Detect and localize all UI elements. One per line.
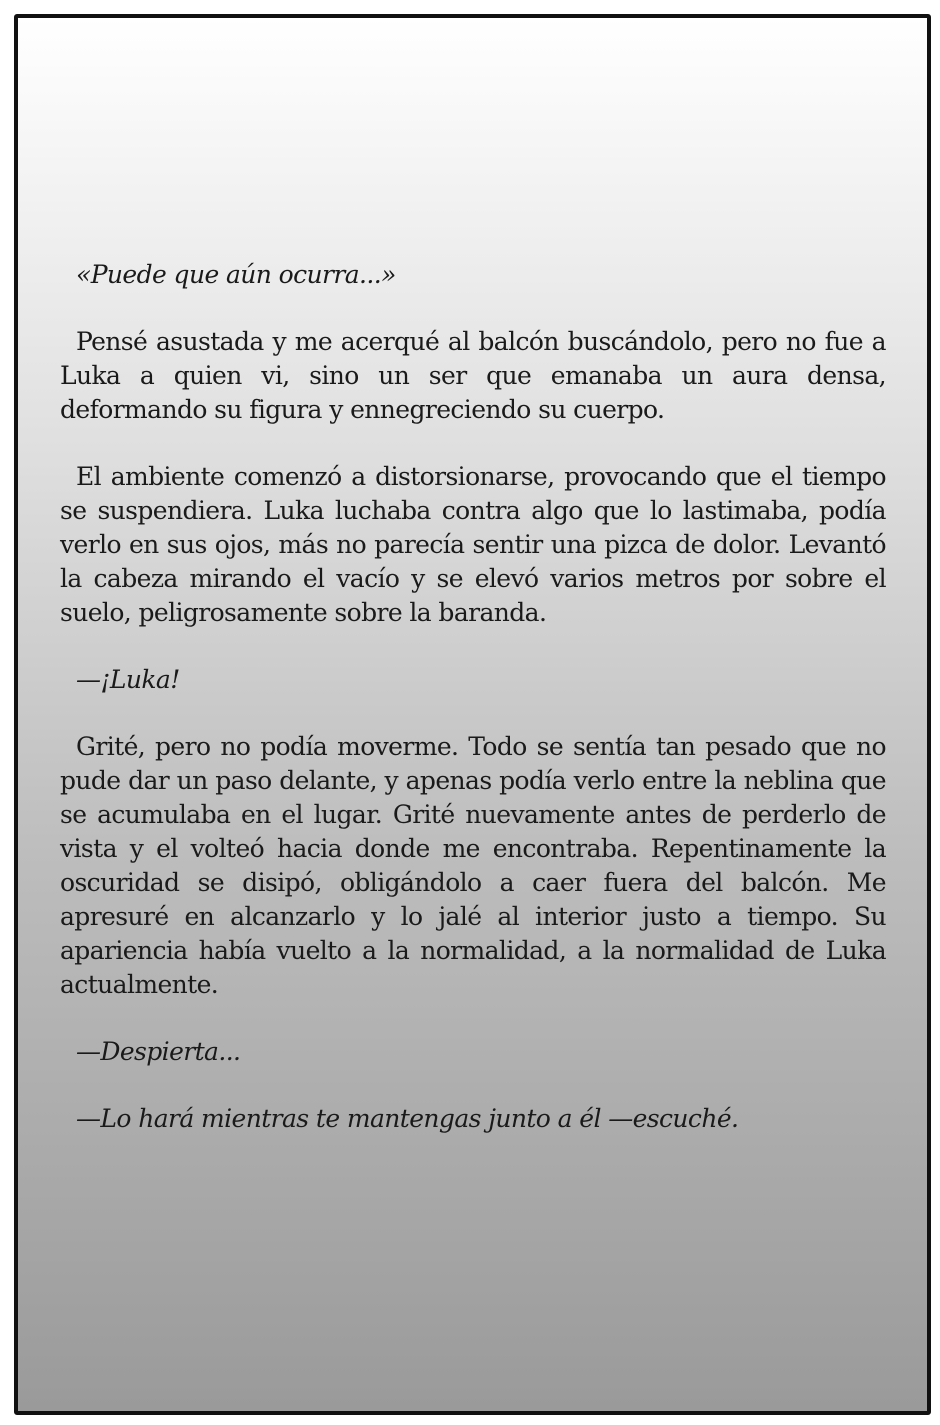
thought-line: «Puede que aún ocurra...» xyxy=(76,260,396,289)
dialogue-line: —Lo hará mientras te mantengas junto a él —escuché. xyxy=(76,1104,739,1133)
dialogue-line: —Despierta... xyxy=(76,1037,241,1066)
dialogue-line: —¡Luka! xyxy=(76,665,180,694)
story-text xyxy=(60,258,886,1169)
page-panel xyxy=(14,14,931,1415)
narration-paragraph: Pensé asustada y me acerqué al balcón buscándolo, pero no fue a Luka a quien vi, sino un ser que emanaba un aura densa, deformando su figura y ennegreciendo su cuerpo. xyxy=(60,327,886,424)
narration-paragraph: Grité, pero no podía moverme. Todo se sentía tan pesado que no pude dar un paso delante, y apenas podía verlo entre la neblina que se acumulaba en el lugar. Grité nuevamente antes de perderlo de vista y el volteó hacia donde me encontraba. Repentinamente la oscuridad se disipó, obligándolo a caer fuera del balcón. Me apresuré en alcanzarlo y lo jalé al interior justo a tiempo. Su apariencia había vuelto a la normalidad, a la normalidad de Luka actualmente. xyxy=(60,732,886,999)
narration-paragraph: El ambiente comenzó a distorsionarse, provocando que el tiempo se suspendiera. Luka luchaba contra algo que lo lastimaba, podía verlo en sus ojos, más no parecía sentir una pizca de dolor. Levantó la cabeza mirando el vacío y se elevó varios metros por sobre el suelo, peligrosamente sobre la baranda. xyxy=(60,462,886,627)
